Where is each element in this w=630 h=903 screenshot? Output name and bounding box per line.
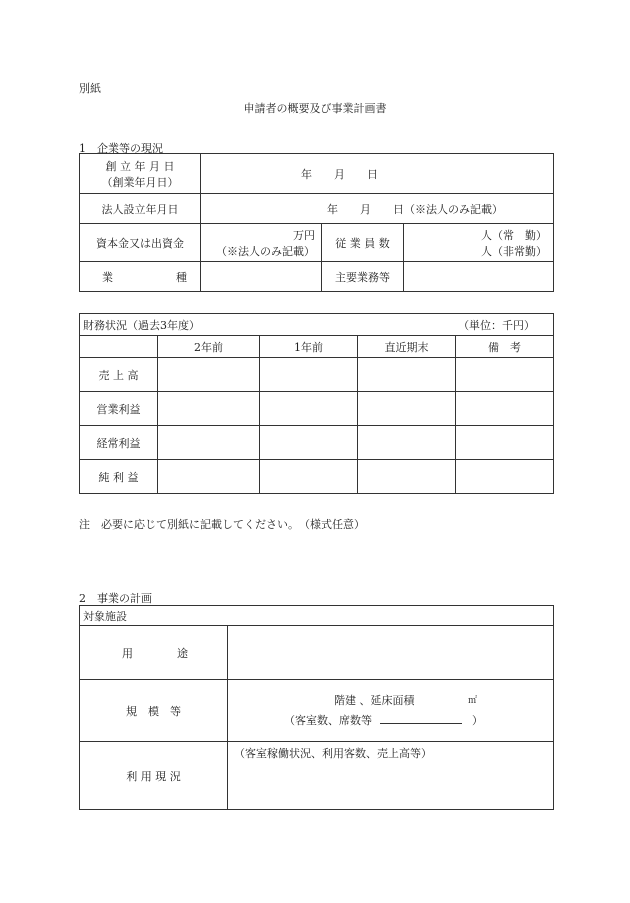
finance-row-label: 営業利益 bbox=[80, 392, 158, 426]
table-row bbox=[80, 680, 554, 742]
table-row bbox=[80, 224, 554, 262]
finance-cell[interactable] bbox=[158, 392, 260, 426]
finance-cell[interactable] bbox=[158, 460, 260, 494]
section1-heading: 1 企業等の現況 bbox=[79, 142, 163, 155]
table-row bbox=[80, 392, 554, 426]
table-row bbox=[80, 606, 554, 626]
employees-label: 従 業 員 数 bbox=[322, 224, 404, 262]
section2-heading: 2 事業の計画 bbox=[79, 592, 152, 605]
finance-cell[interactable] bbox=[260, 392, 358, 426]
finance-cell[interactable] bbox=[158, 426, 260, 460]
finance-cell[interactable] bbox=[456, 426, 554, 460]
capital-label: 資本金又は出資金 bbox=[80, 224, 201, 262]
finance-col-header: 直近期末 bbox=[358, 336, 456, 358]
founding-date-value[interactable]: 年 月 日 bbox=[201, 154, 554, 194]
finance-col-header: 1年前 bbox=[260, 336, 358, 358]
finance-col-header: 2年前 bbox=[158, 336, 260, 358]
table-row bbox=[80, 314, 554, 336]
usage-status-label: 利 用 現 況 bbox=[80, 742, 228, 810]
capital-value[interactable]: 万円 （※法人のみ記載） bbox=[201, 224, 322, 262]
attachment-label: 別紙 bbox=[79, 82, 101, 95]
table-row bbox=[80, 742, 554, 810]
company-status-table bbox=[79, 153, 554, 292]
page-title: 申請者の概要及び事業計画書 bbox=[243, 102, 387, 115]
table-row bbox=[80, 194, 554, 224]
table-row bbox=[80, 336, 554, 358]
finance-cell[interactable] bbox=[358, 426, 456, 460]
main-business-value[interactable] bbox=[404, 262, 554, 292]
finance-cell[interactable] bbox=[456, 460, 554, 494]
founding-date-label: 創 立 年 月 日 （創業年月日） bbox=[80, 154, 201, 194]
rooms-seats-label: （客室数、席数等 bbox=[284, 713, 372, 727]
business-plan-table bbox=[79, 605, 554, 810]
finance-col-header: 備 考 bbox=[456, 336, 554, 358]
table-row bbox=[80, 262, 554, 292]
table-row bbox=[80, 626, 554, 680]
business-type-label: 業 種 bbox=[80, 262, 201, 292]
finance-cell[interactable] bbox=[260, 358, 358, 392]
table-row bbox=[80, 154, 554, 194]
table-row bbox=[80, 426, 554, 460]
finance-cell[interactable] bbox=[358, 358, 456, 392]
finance-cell[interactable] bbox=[260, 426, 358, 460]
table-row bbox=[80, 460, 554, 494]
facility-title: 対象施設 bbox=[80, 606, 554, 626]
incorporation-date-label: 法人設立年月日 bbox=[80, 194, 201, 224]
finance-title-row bbox=[80, 314, 554, 336]
finance-table bbox=[79, 313, 554, 494]
incorporation-date-value[interactable]: 年 月 日（※法人のみ記載） bbox=[201, 194, 554, 224]
use-label: 用 途 bbox=[80, 626, 228, 680]
finance-cell[interactable] bbox=[456, 358, 554, 392]
scale-value[interactable]: 階建 、延床面積 ㎡ （客室数、席数等 ） bbox=[228, 680, 554, 742]
finance-row-label: 純 利 益 bbox=[80, 460, 158, 494]
finance-cell[interactable] bbox=[260, 460, 358, 494]
employees-value[interactable]: 人（常 勤） 人（非常勤） bbox=[404, 224, 554, 262]
square-meter-unit: ㎡ bbox=[468, 695, 478, 706]
usage-status-hint: （客室稼働状況、利用客数、売上高等） bbox=[234, 747, 432, 760]
finance-cell[interactable] bbox=[358, 392, 456, 426]
floors-label: 階建 bbox=[334, 693, 356, 707]
finance-row-label: 経常利益 bbox=[80, 426, 158, 460]
use-value[interactable] bbox=[228, 626, 554, 680]
scale-label: 規 模 等 bbox=[80, 680, 228, 742]
rooms-seats-input[interactable] bbox=[380, 714, 462, 724]
main-business-label: 主要業務等 bbox=[322, 262, 404, 292]
finance-title: 財務状況（過去3年度） bbox=[83, 318, 200, 332]
usage-status-value[interactable] bbox=[228, 742, 554, 810]
finance-row-label: 売 上 高 bbox=[80, 358, 158, 392]
finance-cell[interactable] bbox=[158, 358, 260, 392]
finance-cell[interactable] bbox=[358, 460, 456, 494]
finance-corner-cell bbox=[80, 336, 158, 358]
table-row bbox=[80, 358, 554, 392]
business-type-value[interactable] bbox=[201, 262, 322, 292]
finance-cell[interactable] bbox=[456, 392, 554, 426]
note-text: 注 必要に応じて別紙に記載してください。 （様式任意） bbox=[79, 518, 365, 531]
finance-unit: （単位：千円） bbox=[458, 318, 536, 332]
floor-area-label: 、延床面積 bbox=[359, 693, 415, 707]
